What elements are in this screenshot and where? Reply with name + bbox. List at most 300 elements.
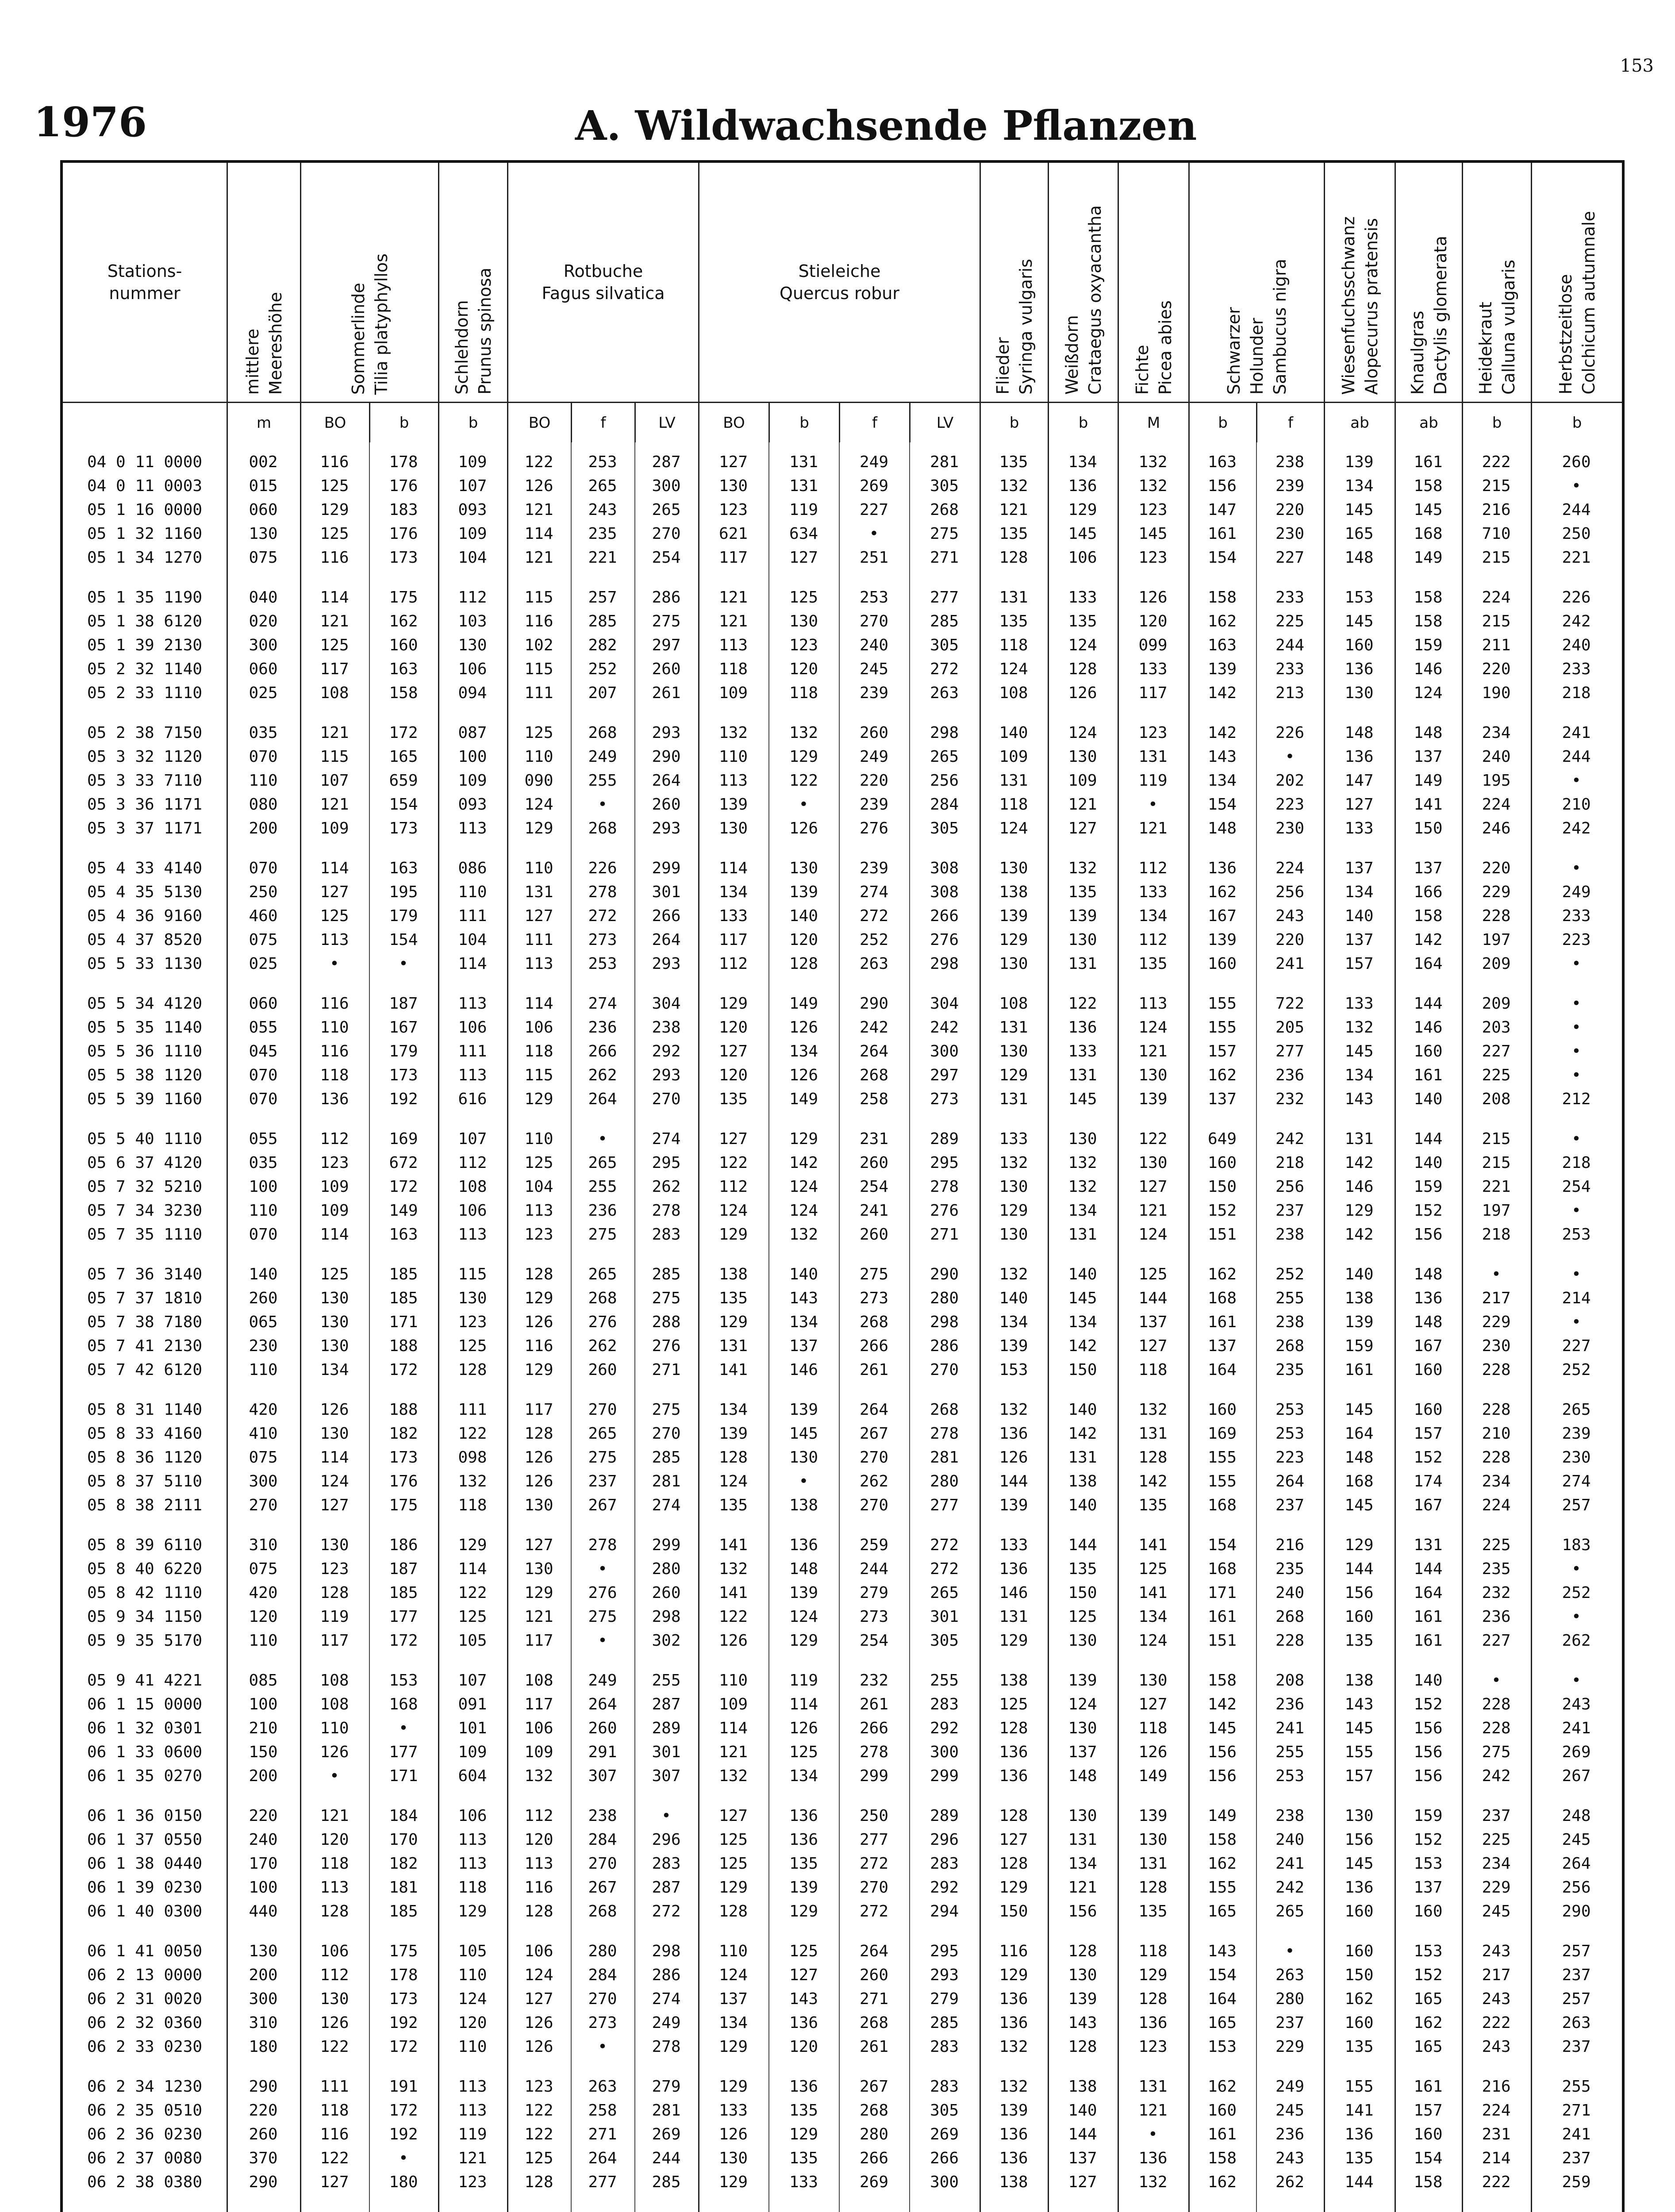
table-cell: 241 — [1275, 1855, 1305, 1873]
table-cell: 110 — [320, 1719, 349, 1737]
table-cell: 263 — [930, 684, 959, 702]
table-cell: 101 — [458, 1719, 487, 1737]
table-cell: 217 — [1482, 1966, 1511, 1984]
station-number: 05 5 40 1110 — [87, 1130, 203, 1148]
table-cell: 649 — [1207, 1130, 1237, 1148]
table-cell: 135 — [718, 1496, 748, 1514]
table-cell: 221 — [1482, 1178, 1511, 1196]
table-cell: 127 — [1138, 1337, 1168, 1355]
table-cell: 120 — [524, 1831, 553, 1849]
table-cell: 106 — [524, 1719, 553, 1737]
table-cell: 122 — [718, 1154, 748, 1172]
table-cell: 230 — [1482, 1337, 1511, 1355]
table-cell: 126 — [789, 1018, 818, 1037]
table-cell: 125 — [789, 1942, 818, 1960]
table-cell: 285 — [652, 1448, 681, 1467]
header-sambucus — [1188, 163, 1324, 442]
table-cell: 223 — [1275, 795, 1305, 814]
station-number: 06 2 13 0000 — [87, 1966, 203, 1984]
table-cell: 262 — [1275, 2173, 1305, 2191]
table-cell: 273 — [930, 1090, 959, 1108]
table-cell: 122 — [718, 1608, 748, 1626]
table-cell: 114 — [718, 1719, 748, 1737]
table-cell: 229 — [1275, 2038, 1305, 2056]
table-cell: 270 — [859, 1878, 889, 1897]
table-cell: 264 — [588, 2149, 617, 2167]
table-cell: 135 — [718, 1289, 748, 1307]
table-cell: 136 — [999, 2014, 1028, 2032]
station-number: 05 7 38 7180 — [87, 1313, 203, 1331]
table-cell: 106 — [458, 1018, 487, 1037]
table-cell: 252 — [1562, 1361, 1591, 1379]
table-cell: 234 — [1482, 1855, 1511, 1873]
table-cell: 237 — [1275, 1202, 1305, 1220]
table-cell: 157 — [1207, 1042, 1237, 1060]
table-cell: 228 — [1482, 907, 1511, 925]
table-cell: 114 — [320, 588, 349, 607]
station-number: 05 8 38 2111 — [87, 1496, 203, 1514]
table-cell: 113 — [524, 1855, 553, 1873]
table-cell: 162 — [1207, 1855, 1237, 1873]
table-cell: 118 — [458, 1878, 487, 1897]
table-cell: 200 — [249, 1966, 278, 1984]
table-cell: 109 — [458, 525, 487, 543]
table-cell: 301 — [930, 1608, 959, 1626]
table-cell: 146 — [789, 1361, 818, 1379]
table-cell: 113 — [458, 1066, 487, 1084]
table-cell: 124 — [718, 1202, 748, 1220]
year-label: 1976 — [34, 98, 147, 146]
table-cell: • — [1148, 2125, 1158, 2143]
table-cell: 128 — [1138, 1990, 1168, 2008]
table-cell: 118 — [320, 2101, 349, 2120]
table-cell: 287 — [652, 1695, 681, 1713]
station-number: 05 8 40 6220 — [87, 1560, 203, 1578]
table-cell: 125 — [1068, 1608, 1097, 1626]
table-cell: 133 — [1068, 588, 1097, 607]
table-cell: 181 — [389, 1878, 418, 1897]
table-cell: 277 — [1275, 1042, 1305, 1060]
table-cell: 236 — [588, 1018, 617, 1037]
table-cell: 293 — [652, 819, 681, 837]
table-cell: 262 — [588, 1337, 617, 1355]
station-number: 05 6 37 4120 — [87, 1154, 203, 1172]
header-label-sambucus: Schwarzer Holunder Sambucus nigra — [1224, 258, 1290, 395]
table-cell: 168 — [1345, 1472, 1374, 1490]
table-cell: 165 — [1207, 2014, 1237, 2032]
table-cell: 118 — [1138, 1942, 1168, 1960]
table-cell: 177 — [389, 1743, 418, 1761]
table-cell: 137 — [1138, 1313, 1168, 1331]
table-cell: • — [1571, 1018, 1581, 1037]
table-cell: 250 — [1562, 525, 1591, 543]
table-cell: 113 — [458, 995, 487, 1013]
table-cell: • — [1571, 1671, 1581, 1690]
table-cell: 146 — [1414, 1018, 1443, 1037]
header-fagus — [507, 163, 698, 442]
unit-quercus-3: LV — [909, 403, 980, 442]
station-number: 05 2 33 1110 — [87, 684, 203, 702]
table-cell: 144 — [1138, 1289, 1168, 1307]
table-cell: • — [1571, 955, 1581, 973]
table-cell: 131 — [789, 453, 818, 471]
header-label-picea: Fichte Picea abies — [1132, 300, 1175, 395]
table-cell: 110 — [320, 1018, 349, 1037]
table-cell: 167 — [1414, 1496, 1443, 1514]
table-cell: 120 — [249, 1608, 278, 1626]
table-row — [63, 721, 1622, 745]
table-cell: 148 — [1414, 1313, 1443, 1331]
header-quercus — [698, 163, 980, 442]
table-cell: 269 — [859, 477, 889, 495]
table-cell: 277 — [930, 1496, 959, 1514]
table-cell: 210 — [1482, 1425, 1511, 1443]
table-cell: 272 — [652, 1902, 681, 1920]
table-cell: 200 — [249, 1767, 278, 1785]
table-cell: 131 — [999, 1018, 1028, 1037]
table-cell: 123 — [524, 2078, 553, 2096]
table-cell: 224 — [1482, 588, 1511, 607]
table-cell: 115 — [524, 1066, 553, 1084]
table-cell: 131 — [789, 477, 818, 495]
table-cell: 139 — [789, 1584, 818, 1602]
table-cell: 070 — [249, 1066, 278, 1084]
table-cell: 113 — [458, 819, 487, 837]
table-cell: 243 — [1482, 1942, 1511, 1960]
table-cell: 292 — [930, 1878, 959, 1897]
table-cell: • — [1571, 1066, 1581, 1084]
table-cell: 710 — [1482, 525, 1511, 543]
table-cell: 135 — [1345, 1632, 1374, 1650]
table-cell: 112 — [1138, 931, 1168, 949]
table-cell: 241 — [1275, 955, 1305, 973]
station-number: 05 7 42 6120 — [87, 1361, 203, 1379]
table-cell: 270 — [652, 525, 681, 543]
table-cell: 251 — [859, 549, 889, 567]
table-cell: 162 — [1207, 612, 1237, 630]
table-cell: 226 — [588, 859, 617, 877]
table-cell: 158 — [1207, 588, 1237, 607]
table-cell: 249 — [588, 748, 617, 766]
table-cell: 192 — [389, 2125, 418, 2143]
page-number: 153 — [1620, 56, 1654, 76]
table-cell: • — [598, 1130, 607, 1148]
table-cell: 159 — [1414, 1178, 1443, 1196]
table-cell: 244 — [1562, 501, 1591, 519]
table-cell: 275 — [1482, 1743, 1511, 1761]
table-cell: 257 — [588, 588, 617, 607]
table-cell: 278 — [588, 1536, 617, 1554]
table-cell: 143 — [1345, 1090, 1374, 1108]
table-cell: 156 — [1207, 477, 1237, 495]
table-cell: 154 — [1207, 1966, 1237, 1984]
table-cell: 172 — [389, 1361, 418, 1379]
table-cell: 111 — [458, 1042, 487, 1060]
table-cell: 225 — [1482, 1536, 1511, 1554]
table-cell: 176 — [389, 525, 418, 543]
table-cell: 420 — [249, 1401, 278, 1419]
table-row — [63, 1286, 1622, 1310]
table-cell: 136 — [789, 1807, 818, 1825]
table-cell: 308 — [930, 883, 959, 901]
table-cell: 108 — [458, 1178, 487, 1196]
table-cell: 211 — [1482, 636, 1511, 654]
table-cell: 262 — [1562, 1632, 1591, 1650]
table-cell: 124 — [320, 1472, 349, 1490]
table-cell: 150 — [1068, 1584, 1097, 1602]
table-cell: 110 — [249, 1202, 278, 1220]
table-cell: 154 — [1207, 1536, 1237, 1554]
table-cell: 113 — [718, 772, 748, 790]
table-cell: 134 — [1068, 1202, 1097, 1220]
table-cell — [839, 2210, 909, 2212]
table-cell: 242 — [1562, 612, 1591, 630]
table-cell: 102 — [524, 636, 553, 654]
table-cell: 242 — [930, 1018, 959, 1037]
station-number: 05 8 39 6110 — [87, 1536, 203, 1554]
table-cell: 224 — [1275, 859, 1305, 877]
table-cell: 149 — [1414, 772, 1443, 790]
table-cell: • — [1571, 1560, 1581, 1578]
table-cell: 284 — [588, 1831, 617, 1849]
table-cell: 267 — [859, 2078, 889, 2096]
table-cell: 093 — [458, 501, 487, 519]
table-cell: 255 — [1275, 1743, 1305, 1761]
table-cell: 114 — [320, 1225, 349, 1244]
table-row — [63, 2170, 1622, 2194]
table-cell — [571, 2210, 634, 2212]
table-cell: 270 — [249, 1496, 278, 1514]
station-number: 05 5 34 4120 — [87, 995, 203, 1013]
unit-height-0: m — [256, 414, 272, 432]
table-cell: 065 — [249, 1313, 278, 1331]
station-number: 05 2 32 1140 — [87, 660, 203, 678]
table-cell: 143 — [1207, 748, 1237, 766]
table-cell: 285 — [930, 612, 959, 630]
table-cell: 144 — [1345, 1560, 1374, 1578]
table-row — [63, 1557, 1622, 1581]
table-cell: 128 — [1068, 660, 1097, 678]
table-cell: 127 — [320, 1496, 349, 1514]
table-cell: 127 — [999, 1831, 1028, 1849]
station-number: 06 2 31 0020 — [87, 1990, 203, 2008]
table-cell: 121 — [320, 612, 349, 630]
table-cell: 269 — [1562, 1743, 1591, 1761]
table-cell: 127 — [718, 1042, 748, 1060]
table-cell: 229 — [1482, 883, 1511, 901]
table-cell: 149 — [1414, 549, 1443, 567]
table-cell: 128 — [320, 1902, 349, 1920]
table-cell: 130 — [999, 1178, 1028, 1196]
table-cell: 140 — [1068, 1265, 1097, 1283]
table-cell: 276 — [930, 931, 959, 949]
table-cell: 128 — [1138, 1448, 1168, 1467]
table-cell: 195 — [1482, 772, 1511, 790]
table-cell: 121 — [1138, 2101, 1168, 2120]
table-cell: 214 — [1562, 1289, 1591, 1307]
table-cell: 133 — [718, 2101, 748, 2120]
table-cell: 255 — [1562, 2078, 1591, 2096]
table-cell: 148 — [1345, 724, 1374, 742]
table-cell: 156 — [1414, 1225, 1443, 1244]
table-cell: 241 — [1275, 1719, 1305, 1737]
table-cell: 127 — [1345, 795, 1374, 814]
table-cell: 299 — [930, 1767, 959, 1785]
table-cell: 133 — [1345, 995, 1374, 1013]
table-cell: 129 — [1068, 501, 1097, 519]
table-cell: 123 — [320, 1154, 349, 1172]
table-cell: 125 — [458, 1337, 487, 1355]
table-cell: • — [1491, 1265, 1501, 1283]
table-cell: 158 — [1207, 2149, 1237, 2167]
table-cell: 169 — [1207, 1425, 1237, 1443]
table-cell: 245 — [1482, 1902, 1511, 1920]
table-cell: 143 — [1207, 1942, 1237, 1960]
table-cell: 142 — [1414, 931, 1443, 949]
table-cell: 276 — [588, 1584, 617, 1602]
table-cell: 129 — [718, 1225, 748, 1244]
table-cell: 122 — [458, 1425, 487, 1443]
table-cell: 141 — [1138, 1536, 1168, 1554]
station-number: 05 7 41 2130 — [87, 1337, 203, 1355]
table-cell: 227 — [1482, 1632, 1511, 1650]
table-cell: 266 — [859, 1337, 889, 1355]
table-cell: 168 — [1207, 1289, 1237, 1307]
table-row — [63, 1422, 1622, 1446]
table-cell: 238 — [588, 1807, 617, 1825]
table-cell: 237 — [1562, 2038, 1591, 2056]
table-cell: 150 — [1207, 1178, 1237, 1196]
table-cell: 285 — [652, 1265, 681, 1283]
table-cell: 135 — [1068, 1560, 1097, 1578]
table-cell: 132 — [1138, 1401, 1168, 1419]
table-cell: 281 — [652, 2101, 681, 2120]
table-cell: 256 — [1275, 1178, 1305, 1196]
table-cell: 281 — [930, 1448, 959, 1467]
table-cell: • — [661, 1807, 671, 1825]
table-cell: 294 — [930, 1902, 959, 1920]
table-cell — [698, 2210, 768, 2212]
table-cell: 136 — [1068, 477, 1097, 495]
table-cell: 244 — [1562, 748, 1591, 766]
table-cell: 113 — [458, 2101, 487, 2120]
table-cell: 143 — [1345, 1695, 1374, 1713]
table-cell: 151 — [1207, 1632, 1237, 1650]
table-cell: 130 — [1068, 1807, 1097, 1825]
table-cell: 273 — [859, 1608, 889, 1626]
table-row — [63, 1852, 1622, 1876]
table-cell: 116 — [320, 549, 349, 567]
table-cell: 290 — [249, 2078, 278, 2096]
table-cell: 197 — [1482, 1202, 1511, 1220]
table-cell: 220 — [1482, 660, 1511, 678]
station-number — [63, 2210, 227, 2212]
table-cell: 125 — [524, 1154, 553, 1172]
table-cell: 298 — [652, 1608, 681, 1626]
table-cell: 150 — [249, 1743, 278, 1761]
table-cell: 122 — [320, 2038, 349, 2056]
table-cell: 098 — [458, 1448, 487, 1467]
table-cell: 154 — [389, 795, 418, 814]
table-cell: 128 — [524, 1425, 553, 1443]
table-cell: 131 — [1068, 955, 1097, 973]
unit-calluna-0: b — [1492, 414, 1502, 432]
table-cell: 278 — [930, 1425, 959, 1443]
table-cell: 304 — [652, 995, 681, 1013]
table-cell: 142 — [789, 1154, 818, 1172]
table-cell: 160 — [1414, 2125, 1443, 2143]
table-cell: 128 — [320, 1584, 349, 1602]
table-cell: 107 — [458, 1671, 487, 1690]
table-cell: 263 — [1562, 2014, 1591, 2032]
table-cell: 158 — [1414, 588, 1443, 607]
table-cell: 209 — [1482, 955, 1511, 973]
table-cell: 125 — [524, 724, 553, 742]
unit-sambucus-1: f — [1256, 403, 1324, 442]
table-cell: 265 — [588, 1154, 617, 1172]
table-cell: 150 — [1345, 1966, 1374, 1984]
table-row — [63, 745, 1622, 769]
table-cell: 215 — [1482, 549, 1511, 567]
table-cell: 268 — [859, 1066, 889, 1084]
table-cell: 280 — [859, 2125, 889, 2143]
table-cell: 175 — [389, 1942, 418, 1960]
table-cell: 295 — [930, 1942, 959, 1960]
table-cell: 139 — [789, 883, 818, 901]
table-cell: 163 — [389, 660, 418, 678]
table-cell: 120 — [718, 1018, 748, 1037]
table-cell: 210 — [249, 1719, 278, 1737]
table-cell: 291 — [588, 1743, 617, 1761]
table-cell: 243 — [588, 501, 617, 519]
table-cell: 295 — [930, 1154, 959, 1172]
unit-fagus-0: BO — [528, 414, 551, 432]
station-number: 05 4 37 8520 — [87, 931, 203, 949]
header-label-colchicum: Herbstzeitlose Colchicum autumnale — [1556, 211, 1598, 395]
table-cell: 167 — [1207, 907, 1237, 925]
table-cell: 141 — [1138, 1584, 1168, 1602]
table-cell: 268 — [588, 1902, 617, 1920]
table-cell: 235 — [1275, 1361, 1305, 1379]
table-cell: 106 — [524, 1942, 553, 1960]
station-number: 05 8 33 4160 — [87, 1425, 203, 1443]
table-cell: 238 — [1275, 453, 1305, 471]
header-label-prunus: Schlehdorn Prunus spinosa — [452, 268, 495, 395]
table-cell: 141 — [718, 1536, 748, 1554]
table-cell: 248 — [1562, 1807, 1591, 1825]
unit-crataegus-0: b — [1078, 414, 1088, 432]
table-cell: 155 — [1207, 995, 1237, 1013]
table-cell: 285 — [588, 612, 617, 630]
table-cell: 155 — [1207, 1878, 1237, 1897]
table-cell: 238 — [1275, 1225, 1305, 1244]
table-cell: 134 — [1138, 907, 1168, 925]
table-cell: 130 — [999, 955, 1028, 973]
table-cell: 109 — [524, 1743, 553, 1761]
table-cell: 129 — [458, 1902, 487, 1920]
table-cell: 148 — [1345, 1448, 1374, 1467]
table-cell: 137 — [1207, 1090, 1237, 1108]
table-cell: 137 — [789, 1337, 818, 1355]
table-cell: 227 — [1482, 1042, 1511, 1060]
table-cell: 223 — [1562, 931, 1591, 949]
table-cell: 283 — [652, 1855, 681, 1873]
table-cell: 253 — [1275, 1767, 1305, 1785]
table-cell: 113 — [458, 1225, 487, 1244]
table-cell: 300 — [249, 1990, 278, 2008]
table-cell: 267 — [588, 1496, 617, 1514]
table-cell: 124 — [718, 1966, 748, 1984]
